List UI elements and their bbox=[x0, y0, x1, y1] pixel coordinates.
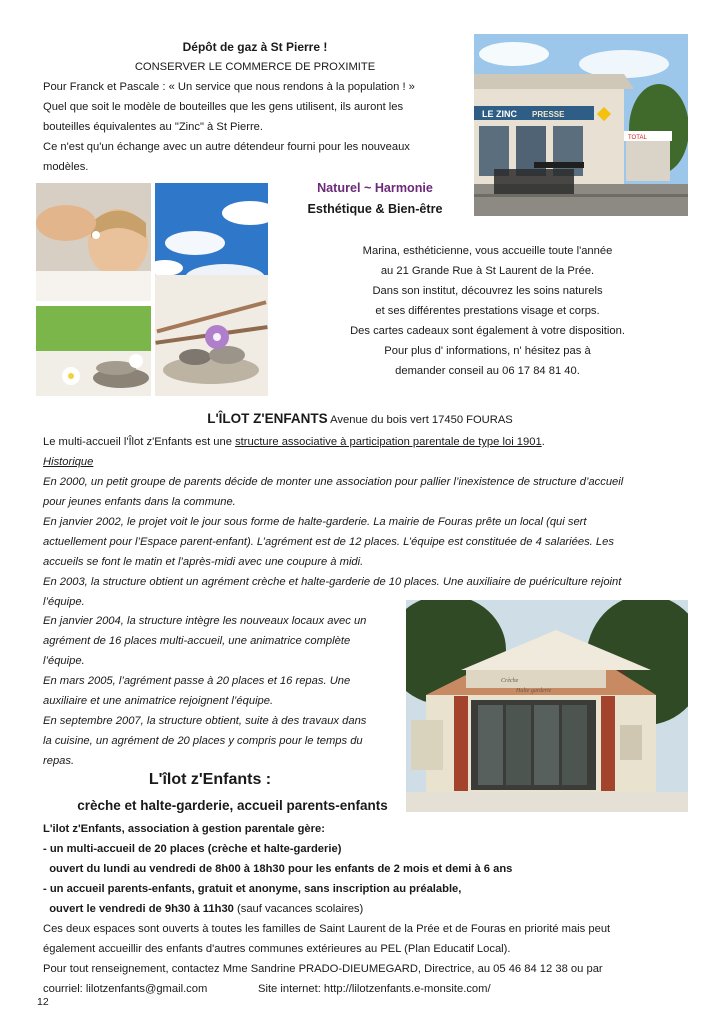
history-line: auxiliaire et une animatrice rejoignent l’équipe. bbox=[43, 695, 274, 707]
gas-line: modèles. bbox=[43, 161, 89, 173]
history-line: l’équipe. bbox=[43, 655, 85, 667]
closing-line: Pour tout renseignement, contactez Mme Sandrine PRADO-DIEUMEGARD, Directrice, au 05 46 84 12 38 ou par bbox=[43, 963, 603, 975]
ilot-intro-text: Le multi-accueil l'Îlot z'Enfants est une bbox=[43, 436, 236, 448]
building-photo bbox=[406, 600, 688, 812]
gas-line: Pour Franck et Pascale : « Un service que nous rendons à la population ! » bbox=[43, 81, 415, 93]
beauty-line: et ses différentes prestations visage et corps. bbox=[375, 305, 600, 317]
building-sign-halte: Halte garderie bbox=[516, 688, 552, 694]
shop-sign-presse: PRESSE bbox=[532, 110, 565, 119]
service-line: L'ilot z'Enfants, association à gestion parentale gère: bbox=[43, 823, 325, 835]
ilot-heading bbox=[100, 409, 620, 430]
history-narrow bbox=[43, 611, 366, 771]
historique-label: Historique bbox=[43, 456, 94, 468]
ilot-services bbox=[43, 819, 512, 899]
beauty-line: Dans son institut, découvrez les soins naturels bbox=[372, 285, 603, 297]
orchid-stones-photo bbox=[155, 275, 268, 396]
gas-title: Dépôt de gaz à St Pierre ! bbox=[182, 40, 328, 54]
gas-line: Ce n'est qu'un échange avec un autre détendeur fourni pour les nouveaux bbox=[43, 141, 410, 153]
history-line: repas. bbox=[43, 755, 75, 767]
shop-sign-zinc: LE ZINC bbox=[482, 109, 517, 119]
service-line: - un accueil parents-enfants, gratuit et anonyme, sans inscription au préalable, bbox=[43, 883, 462, 895]
history-line: l’équipe. bbox=[43, 596, 85, 608]
beauty-title: Naturel ~ Harmonie bbox=[317, 181, 433, 195]
beauty-line: au 21 Grande Rue à St Laurent de la Prée. bbox=[380, 265, 595, 277]
history-line: En 2000, un petit groupe de parents décide de monter une association pour pallier l’inexistence de structure d’accueil bbox=[43, 476, 624, 488]
service-line: ouvert du lundi au vendredi de 8h00 à 18h30 pour les enfants de 2 mois et demi à 6 ans bbox=[43, 863, 513, 875]
ilot-intro bbox=[43, 432, 545, 452]
building-sign-creche: Crèche bbox=[501, 678, 519, 684]
open-hours bbox=[43, 899, 363, 919]
history-line: En janvier 2004, la structure intègre les nouveaux locaux avec un bbox=[43, 615, 367, 627]
ilot-big-subtitle: crèche et halte-garderie, accueil parents-enfants bbox=[77, 798, 388, 813]
open-hours-bold: ouvert le vendredi de 9h30 à 11h30 bbox=[43, 903, 234, 915]
closing-line: Ces deux espaces sont ouverts à toutes les familles de Saint Laurent de la Prée et de Fouras en priorité mais peut bbox=[43, 923, 611, 935]
gas-subtitle: CONSERVER LE COMMERCE DE PROXIMITE bbox=[134, 61, 376, 73]
beauty-line: Des cartes cadeaux sont également à votre disposition. bbox=[350, 325, 625, 337]
history-line: En 2003, la structure obtient un agrément crèche et halte-garderie de 10 places. Une auxiliaire de puériculture rejoint bbox=[43, 576, 622, 588]
history-line: En janvier 2002, le projet voit le jour sous forme de halte-garderie. La mairie de Fouras prête un local (qui sert bbox=[43, 516, 587, 528]
history-line: accueils se font le matin et l’après-midi avec une coupure à midi. bbox=[43, 556, 364, 568]
history-line: En septembre 2007, la structure obtient, suite à des travaux dans bbox=[43, 715, 367, 727]
ilot-website[interactable]: Site internet: http://lilotzenfants.e-monsite.com/ bbox=[258, 983, 491, 995]
history-line: la cuisine, un agrément de 20 places y compris pour le temps du bbox=[43, 735, 363, 747]
closing-line: également accueillir des enfants d'autres communes extérieures au PEL (Plan Educatif Local). bbox=[43, 943, 511, 955]
shop-photo bbox=[474, 34, 688, 216]
service-line: - un multi-accueil de 20 places (crèche et halte-garderie) bbox=[43, 843, 342, 855]
page-number: 12 bbox=[37, 996, 49, 1008]
gas-line: bouteilles équivalentes au "Zinc" à St Pierre. bbox=[43, 121, 264, 133]
history-line: actuellement pour l’Espace parent-enfant). L’agrément est de 12 places. L’équipe est constituée de 4 salariées. Les bbox=[43, 536, 614, 548]
beauty-subtitle: Esthétique & Bien-être bbox=[307, 202, 443, 216]
ilot-closing bbox=[43, 919, 610, 979]
gas-body bbox=[43, 77, 415, 177]
ilot-address: Avenue du bois vert 17450 FOURAS bbox=[330, 414, 513, 426]
ilot-title: L'ÎLOT Z'ENFANTS bbox=[207, 411, 328, 426]
gas-line: Quel que soit le modèle de bouteilles que les gens utilisent, ils auront les bbox=[43, 101, 404, 113]
history-line: En mars 2005, l’agrément passe à 20 places et 16 repas. Une bbox=[43, 675, 351, 687]
massage-photo bbox=[36, 183, 151, 301]
ilot-intro-end: . bbox=[541, 436, 545, 448]
history-line: pour jeunes enfants dans la commune. bbox=[43, 496, 236, 508]
beauty-line: Marina, esthéticienne, vous accueille toute l'année bbox=[362, 245, 613, 257]
shop-sign-brand: TOTAL bbox=[628, 135, 647, 141]
ilot-big-title: L'îlot z'Enfants : bbox=[148, 771, 272, 788]
open-hours-note: (sauf vacances scolaires) bbox=[233, 903, 364, 915]
ilot-intro-link: structure associative à participation parentale de type loi 1901 bbox=[235, 436, 542, 448]
beauty-body bbox=[300, 241, 675, 381]
ilot-email[interactable]: courriel: lilotzenfants@gmail.com bbox=[43, 983, 208, 995]
beauty-line: Pour plus d' informations, n' hésitez pas à bbox=[384, 345, 591, 357]
history-full bbox=[43, 472, 623, 612]
history-line: agrément de 16 places multi-accueil, une animatrice complète bbox=[43, 635, 351, 647]
flower-stones-photo bbox=[36, 306, 151, 396]
beauty-line: demander conseil au 06 17 84 81 40. bbox=[395, 365, 580, 377]
